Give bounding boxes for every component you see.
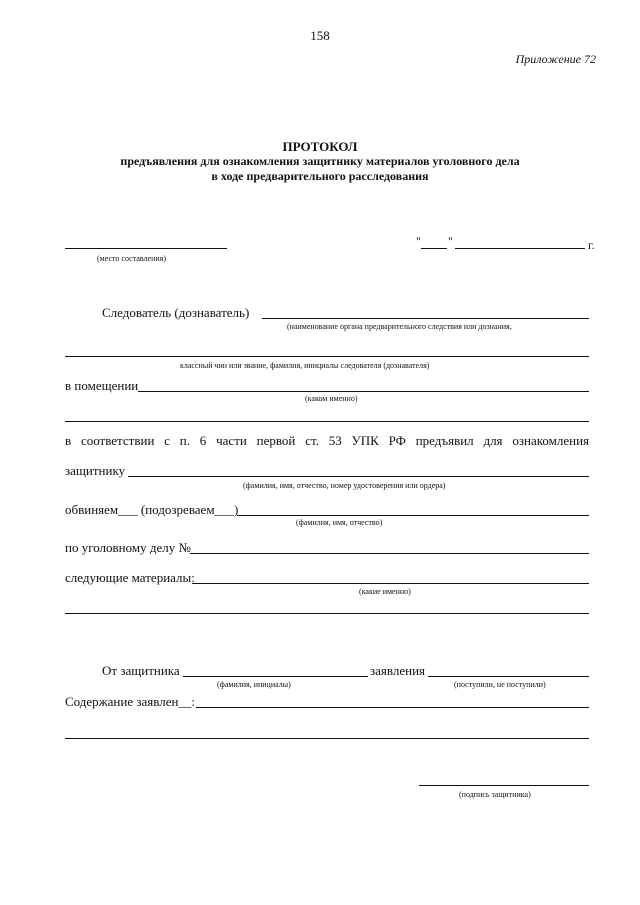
case-number-label: по уголовному делу № xyxy=(65,540,191,555)
page-number: 158 xyxy=(310,28,330,43)
accused-line[interactable] xyxy=(237,515,589,516)
investigator-line[interactable] xyxy=(262,318,589,319)
defender-line[interactable] xyxy=(128,476,589,477)
accordance-text: в соответствии с п. 6 части первой ст. 53 УПК РФ предъявил для ознакомления xyxy=(65,433,589,448)
defender-label: защитнику xyxy=(65,463,126,478)
statement-content-line[interactable] xyxy=(196,707,589,708)
signature-caption: (подпись защитника) xyxy=(459,790,531,799)
case-number-line[interactable] xyxy=(190,553,589,554)
materials-caption: (какие именно) xyxy=(359,587,411,596)
place-caption: (место составления) xyxy=(97,254,166,263)
date-month-year-line[interactable] xyxy=(455,248,585,249)
appendix-label: Приложение 72 xyxy=(515,52,596,66)
document-subtitle-line-2: в ходе предварительного расследования xyxy=(211,169,429,183)
defender-caption: (фамилия, имя, отчество, номер удостоверения или ордера) xyxy=(243,481,446,490)
materials-line-2[interactable] xyxy=(65,613,589,614)
place-line[interactable] xyxy=(65,248,227,249)
investigator-caption-1: (наименование органа предварительного следствия или дознания, xyxy=(287,322,512,331)
statements-caption: (поступили, не поступили) xyxy=(454,680,546,689)
from-defender-line[interactable] xyxy=(183,676,368,677)
statements-line[interactable] xyxy=(428,676,589,677)
investigator-line-2[interactable] xyxy=(65,356,589,357)
from-defender-caption: (фамилия, инициалы) xyxy=(217,680,291,689)
investigator-caption-2: классный чин или звание, фамилия, инициалы следователя (дознавателя) xyxy=(180,361,430,370)
statement-content-line-2[interactable] xyxy=(65,738,589,739)
materials-label: следующие материалы: xyxy=(65,570,195,585)
from-defender-label: От защитника xyxy=(102,663,180,678)
date-day-line[interactable] xyxy=(421,248,447,249)
document-subtitle-line-1: предъявления для ознакомления защитнику материалов уголовного дела xyxy=(120,154,520,168)
document-title: ПРОТОКОЛ xyxy=(282,139,358,154)
date-year-suffix: г. xyxy=(588,238,595,252)
statement-content-label: Содержание заявлен__: xyxy=(65,694,196,709)
date-quote-close: " xyxy=(448,234,453,248)
statements-label: заявления xyxy=(370,663,426,678)
premises-label: в помещении xyxy=(65,378,139,393)
signature-line[interactable] xyxy=(419,785,589,786)
materials-line[interactable] xyxy=(192,583,589,584)
date-quote-open: " xyxy=(416,234,421,248)
premises-line[interactable] xyxy=(138,391,589,392)
investigator-label: Следователь (дознаватель) xyxy=(102,305,250,320)
accused-caption: (фамилия, имя, отчество) xyxy=(296,518,383,527)
accused-label: обвиняем___ (подозреваем___) xyxy=(65,502,239,517)
premises-caption: (каком именно) xyxy=(305,394,358,403)
premises-line-2[interactable] xyxy=(65,421,589,422)
